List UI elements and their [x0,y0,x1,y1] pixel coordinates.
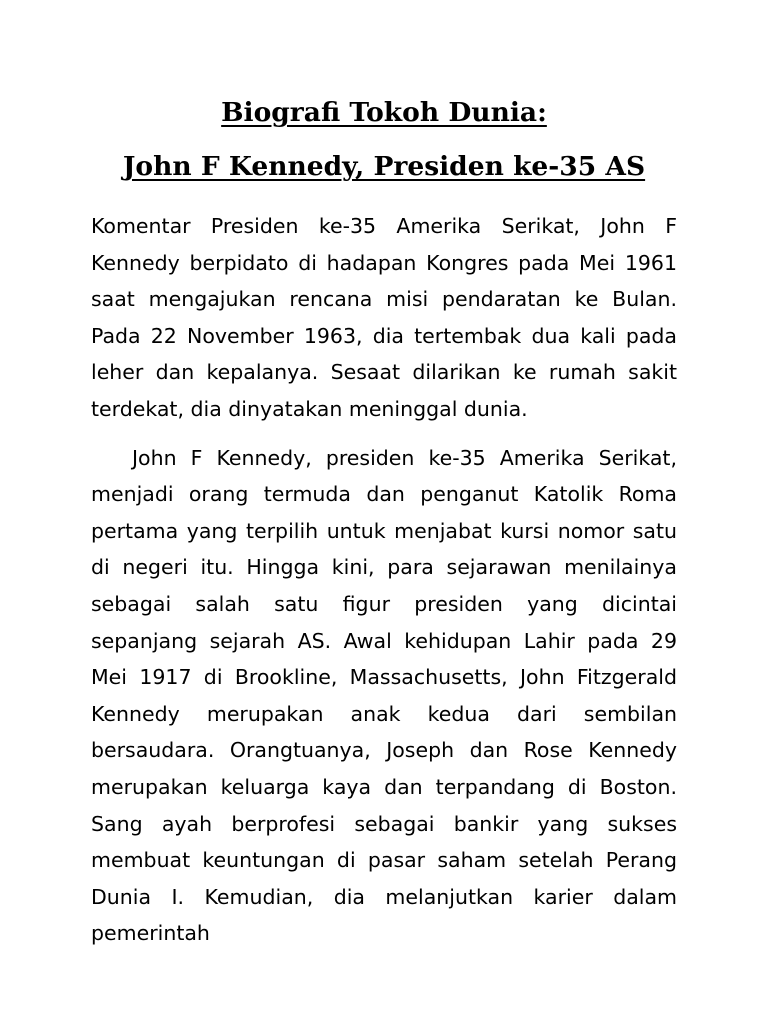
document-title [91,88,677,196]
title-line-2: John F Kennedy, Presiden ke-35 AS [122,151,646,182]
paragraph-2: John F Kennedy, presiden ke-35 Amerika Serikat, menjadi orang termuda dan penganut Katolik Roma pertama yang terpilih untuk menjabat kursi nomor satu di negeri itu. Hingga kini, para sejarawan menilainya sebagai salah satu figur presiden yang dicintai sepanjang sejarah AS. Awal kehidupan Lahir pada 29 Mei 1917 di Brookline, Massachusetts, John Fitzgerald Kennedy merupakan anak kedua dari sembilan bersaudara. Orangtuanya, Joseph dan Rose Kennedy merupakan keluarga kaya dan terpandang di Boston. Sang ayah berprofesi sebagai bankir yang sukses membuat keuntungan di pasar saham setelah Perang Dunia I. Kemudian, dia melanjutkan karier dalam pemerintah [91,445,677,946]
title-line-1: Biografi Tokoh Dunia: [221,97,547,128]
paragraph-1: Komentar Presiden ke-35 Amerika Serikat, John F Kennedy berpidato di hadapan Kongres pada Mei 1961 saat mengajukan rencana misi pendaratan ke Bulan. Pada 22 November 1963, dia tertembak dua kali pada leher dan kepalanya. Sesaat dilarikan ke rumah sakit terdekat, dia dinyatakan meninggal dunia. [91,214,677,421]
